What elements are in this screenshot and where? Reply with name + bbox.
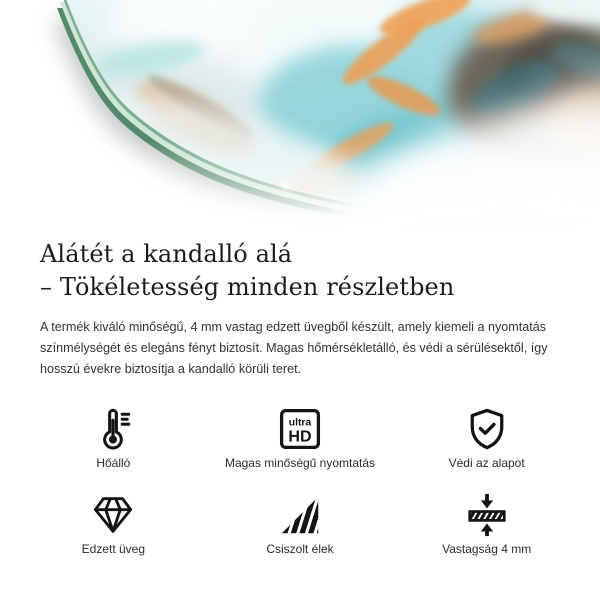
ultra-hd-badge-top-text: ultra [288,417,312,429]
thermometer-icon [90,406,136,452]
feature-label: Védi az alapot [448,456,525,470]
feature-item-heat-resistant [20,406,207,470]
thickness-icon [464,492,510,538]
feature-label: Edzett üveg [81,542,146,556]
page-title [40,238,560,304]
description-line: színmélységét és elegáns fényt biztosít. Magas hőmérsékletálló, és védi a sérülésektől, így [40,341,548,355]
feature-item-tempered-glass [20,492,207,556]
feature-item-protects-base [393,406,580,470]
product-description [40,317,560,380]
diamond-icon [90,492,136,538]
page-title-line1: Alátét a kandalló alá [40,240,293,268]
ultra-hd-badge-bottom-text: HD [288,427,312,446]
feature-label: Magas minőségű nyomtatás [224,456,376,470]
description-line: hosszú évekre biztosítja a kandalló körüli teret. [40,362,302,376]
feature-item-thickness [393,492,580,556]
feature-grid [20,406,580,556]
page-title-line2: – Tökéletesség minden részletben [40,273,455,301]
shield-check-icon [464,406,510,452]
feature-label: Hőálló [96,456,131,470]
description-line: A termék kiváló minőségű, 4 mm vastag edzett üvegből készült, amely kiemeli a nyomtatás [40,320,547,334]
polished-edge-icon [277,492,323,538]
feature-label: Vastagság 4 mm [442,542,532,556]
feature-label: Csiszolt élek [266,542,334,556]
glass-disc-art [0,0,600,232]
product-photo [0,0,600,232]
ultra-hd-badge-icon [277,406,323,452]
feature-item-polished-edges [207,492,394,556]
feature-item-ultra-hd-print [207,406,394,470]
